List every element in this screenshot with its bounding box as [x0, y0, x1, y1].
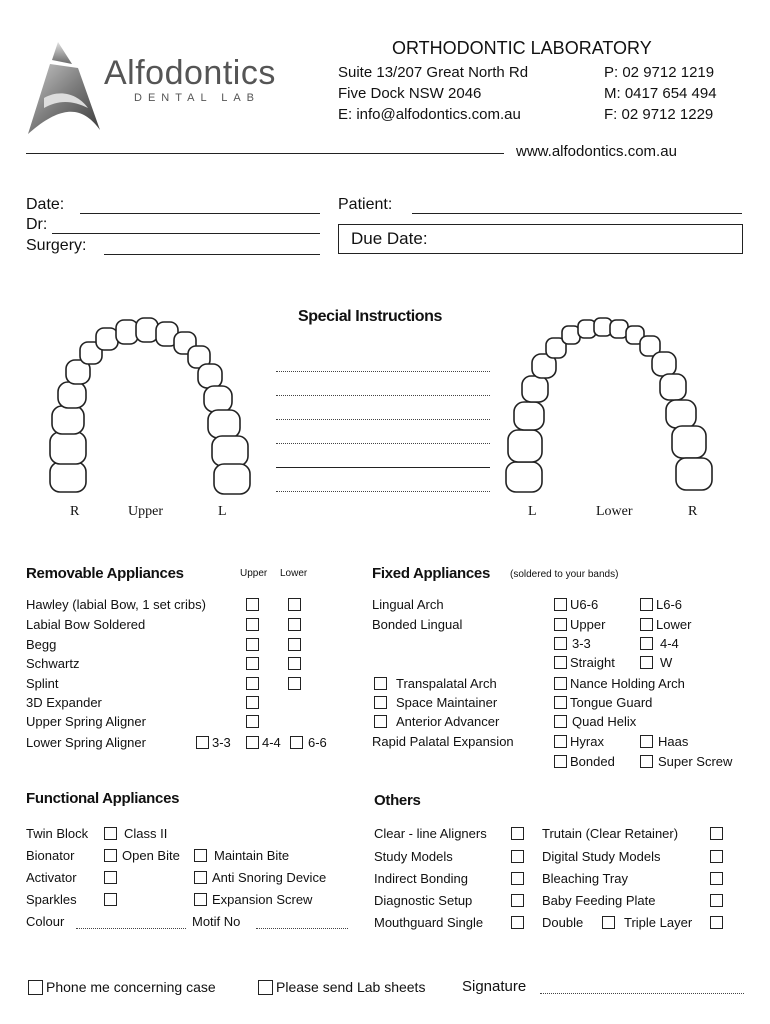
website: www.alfodontics.com.au: [516, 143, 677, 160]
lower-spring-3-3-checkbox[interactable]: [196, 736, 209, 749]
instruction-line[interactable]: [276, 443, 490, 444]
patient-field[interactable]: [412, 213, 742, 214]
lingual-arch-label: Lingual Arch: [372, 597, 444, 612]
due-date-label: Due Date:: [351, 229, 428, 248]
bl-lower-checkbox[interactable]: [640, 618, 653, 631]
maintain-bite-label: Maintain Bite: [214, 848, 290, 863]
brand-name: Alfodontics: [104, 54, 276, 92]
transpalatal-checkbox[interactable]: [374, 677, 387, 690]
surgery-label: Surgery:: [26, 237, 87, 254]
maintain-bite-checkbox[interactable]: [194, 849, 207, 862]
lower-left-label: L: [528, 504, 537, 519]
others-title: Others: [374, 792, 421, 809]
bl-upper-checkbox[interactable]: [554, 618, 567, 631]
activator-label: Activator: [26, 870, 77, 885]
double-label: Double: [542, 915, 584, 930]
space-maintainer-checkbox[interactable]: [374, 696, 387, 709]
lower-right-label: R: [688, 504, 698, 519]
digital-study-label: Digital Study Models: [542, 849, 661, 864]
hawley-lower-checkbox[interactable]: [288, 598, 301, 611]
expander-upper-checkbox[interactable]: [246, 696, 259, 709]
removable-item: Upper Spring Aligner: [26, 714, 146, 729]
lab-sheets-checkbox[interactable]: [258, 980, 273, 995]
triple-layer-label: Triple Layer: [624, 915, 693, 930]
quad-helix-checkbox[interactable]: [554, 715, 567, 728]
motif-label: Motif No: [192, 914, 241, 929]
lower-spring-option: 3-3: [212, 735, 231, 750]
mouthguard-single-checkbox[interactable]: [511, 916, 524, 929]
tooth-upper: [214, 464, 250, 494]
super-screw-checkbox[interactable]: [640, 755, 653, 768]
upper-arch-diagram[interactable]: [28, 314, 268, 504]
instruction-line[interactable]: [276, 467, 490, 468]
lower-arch-diagram[interactable]: [500, 314, 740, 504]
tooth-upper: [198, 364, 222, 388]
functional-title: Functional Appliances: [26, 790, 180, 807]
labial-upper-checkbox[interactable]: [246, 618, 259, 631]
phone: P: 02 9712 1219: [604, 64, 715, 81]
bl-straight-label: Straight: [570, 655, 615, 670]
hawley-upper-checkbox[interactable]: [246, 598, 259, 611]
diagnostic-setup-label: Diagnostic Setup: [374, 893, 473, 908]
bonded-checkbox[interactable]: [554, 755, 567, 768]
tooth-lower: [514, 402, 544, 430]
quad-helix-label: Quad Helix: [572, 714, 637, 729]
logo: [24, 38, 314, 138]
tongue-guard-checkbox[interactable]: [554, 696, 567, 709]
address-line-1: Suite 13/207 Great North Rd: [338, 64, 529, 81]
tooth-upper: [50, 432, 86, 464]
tooth-lower: [676, 458, 712, 490]
fixed-note: (soldered to your bands): [510, 569, 619, 580]
removable-item: Begg: [26, 637, 57, 652]
class-ii-label: Class II: [124, 826, 168, 841]
removable-item: Splint: [26, 676, 59, 691]
phone-me-checkbox[interactable]: [28, 980, 43, 995]
anti-snoring-checkbox[interactable]: [194, 871, 207, 884]
colour-field[interactable]: [76, 928, 186, 929]
lower-spring-option: 4-4: [262, 735, 281, 750]
mobile: M: 0417 654 494: [604, 85, 717, 102]
hyrax-checkbox[interactable]: [554, 735, 567, 748]
haas-checkbox[interactable]: [640, 735, 653, 748]
splint-upper-checkbox[interactable]: [246, 677, 259, 690]
trutain-checkbox[interactable]: [710, 827, 723, 840]
surgery-field[interactable]: [104, 254, 320, 255]
date-label: Date:: [26, 196, 65, 213]
open-bite-label: Open Bite: [122, 848, 180, 863]
motif-field[interactable]: [256, 928, 348, 929]
removable-item: Lower Spring Aligner: [26, 735, 146, 750]
tooth-upper: [204, 386, 232, 412]
activator-checkbox[interactable]: [104, 871, 117, 884]
bonded-lingual-label: Bonded Lingual: [372, 617, 463, 632]
study-models-checkbox[interactable]: [511, 850, 524, 863]
clear-aligners-label: Clear - line Aligners: [374, 826, 487, 841]
dr-label: Dr:: [26, 216, 48, 233]
lower-spring-4-4-checkbox[interactable]: [246, 736, 259, 749]
twin-block-label: Twin Block: [26, 826, 89, 841]
lower-arch-label: Lower: [596, 504, 633, 519]
bionator-label: Bionator: [26, 848, 75, 863]
col-upper-label: Upper: [240, 568, 268, 579]
tooth-lower: [506, 462, 542, 492]
tooth-lower: [660, 374, 686, 400]
bl-4-4-checkbox[interactable]: [640, 637, 653, 650]
tooth-upper: [50, 462, 86, 492]
logo-mark-icon: [24, 38, 104, 138]
tooth-upper: [212, 436, 248, 466]
tooth-lower: [672, 426, 706, 458]
baby-feeding-checkbox[interactable]: [710, 894, 723, 907]
trutain-label: Trutain (Clear Retainer): [542, 826, 679, 841]
tooth-upper: [116, 320, 138, 344]
phone-me-label: Phone me concerning case: [46, 979, 216, 995]
transpalatal-label: Transpalatal Arch: [396, 676, 497, 691]
bl-w-label: W: [660, 655, 673, 670]
expansion-screw-label: Expansion Screw: [212, 892, 313, 907]
address-line-2: Five Dock NSW 2046: [338, 85, 482, 102]
fax: F: 02 9712 1229: [604, 106, 714, 123]
dr-field[interactable]: [52, 233, 320, 234]
email: E: info@alfodontics.com.au: [338, 106, 521, 123]
begg-upper-checkbox[interactable]: [246, 638, 259, 651]
upper-right-label: R: [70, 504, 80, 519]
tongue-guard-label: Tongue Guard: [570, 695, 653, 710]
baby-feeding-label: Baby Feeding Plate: [542, 893, 656, 908]
lower-spring-6-6-checkbox[interactable]: [290, 736, 303, 749]
u66-label: U6-6: [570, 597, 599, 612]
rapid-palatal-label: Rapid Palatal Expansion: [372, 734, 514, 749]
removable-item: Hawley (labial Bow, 1 set cribs): [26, 597, 206, 612]
due-date-box[interactable]: [338, 224, 743, 254]
l66-label: L6-6: [656, 597, 683, 612]
bl-upper-label: Upper: [570, 617, 606, 632]
anterior-advancer-checkbox[interactable]: [374, 715, 387, 728]
schwartz-lower-checkbox[interactable]: [288, 657, 301, 670]
schwartz-upper-checkbox[interactable]: [246, 657, 259, 670]
signature-field[interactable]: [540, 993, 744, 994]
instruction-line[interactable]: [276, 395, 490, 396]
col-lower-label: Lower: [280, 568, 308, 579]
expansion-screw-checkbox[interactable]: [194, 893, 207, 906]
bl-lower-label: Lower: [656, 617, 692, 632]
space-maintainer-label: Space Maintainer: [396, 695, 498, 710]
bleaching-tray-checkbox[interactable]: [710, 872, 723, 885]
diagnostic-setup-checkbox[interactable]: [511, 894, 524, 907]
haas-label: Haas: [658, 734, 689, 749]
double-checkbox[interactable]: [602, 916, 615, 929]
colour-label: Colour: [26, 914, 65, 929]
mouthguard-label: Mouthguard Single: [374, 915, 484, 930]
patient-label: Patient:: [338, 196, 393, 213]
bl-3-3-label: 3-3: [572, 636, 591, 651]
bl-4-4-label: 4-4: [660, 636, 679, 651]
nance-checkbox[interactable]: [554, 677, 567, 690]
header-rule: [26, 153, 504, 154]
instruction-line[interactable]: [276, 491, 490, 492]
begg-lower-checkbox[interactable]: [288, 638, 301, 651]
tooth-upper: [58, 382, 86, 408]
removable-item: Labial Bow Soldered: [26, 617, 146, 632]
removable-title: Removable Appliances: [26, 565, 184, 582]
fixed-title: Fixed Appliances: [372, 565, 491, 582]
removable-item: 3D Expander: [26, 695, 102, 710]
triple-layer-checkbox[interactable]: [710, 916, 723, 929]
instruction-line[interactable]: [276, 371, 490, 372]
tooth-upper: [208, 410, 240, 438]
signature-label: Signature: [462, 978, 527, 995]
brand-subtitle: DENTAL LAB: [134, 92, 261, 104]
hyrax-label: Hyrax: [570, 734, 604, 749]
bl-w-checkbox[interactable]: [640, 656, 653, 669]
tooth-lower: [652, 352, 676, 376]
lab-title: ORTHODONTIC LABORATORY: [392, 38, 652, 58]
bl-straight-checkbox[interactable]: [554, 656, 567, 669]
bleaching-tray-label: Bleaching Tray: [542, 871, 628, 886]
class-ii-checkbox[interactable]: [104, 827, 117, 840]
tooth-upper: [96, 328, 118, 350]
tooth-lower: [508, 430, 542, 462]
digital-study-checkbox[interactable]: [710, 850, 723, 863]
sparkles-checkbox[interactable]: [104, 893, 117, 906]
upper-left-label: L: [218, 504, 227, 519]
upper-arch-label: Upper: [128, 504, 163, 519]
open-bite-checkbox[interactable]: [104, 849, 117, 862]
bonded-label: Bonded: [570, 754, 615, 769]
special-instructions-title: Special Instructions: [298, 308, 443, 325]
lower-spring-option: 6-6: [308, 735, 327, 750]
indirect-bonding-checkbox[interactable]: [511, 872, 524, 885]
super-screw-label: Super Screw: [658, 754, 733, 769]
bl-3-3-checkbox[interactable]: [554, 637, 567, 650]
tooth-lower: [522, 376, 548, 402]
instruction-line[interactable]: [276, 419, 490, 420]
removable-item: Schwartz: [26, 656, 80, 671]
l66-checkbox[interactable]: [640, 598, 653, 611]
splint-lower-checkbox[interactable]: [288, 677, 301, 690]
study-models-label: Study Models: [374, 849, 453, 864]
clear-aligners-checkbox[interactable]: [511, 827, 524, 840]
tooth-upper: [136, 318, 158, 342]
anterior-advancer-label: Anterior Advancer: [396, 714, 500, 729]
labial-lower-checkbox[interactable]: [288, 618, 301, 631]
upper-spring-checkbox[interactable]: [246, 715, 259, 728]
lab-sheets-label: Please send Lab sheets: [276, 979, 426, 995]
tooth-lower: [666, 400, 696, 428]
nance-label: Nance Holding Arch: [570, 676, 685, 691]
u66-checkbox[interactable]: [554, 598, 567, 611]
anti-snoring-label: Anti Snoring Device: [212, 870, 327, 885]
tooth-upper: [52, 406, 84, 434]
date-field[interactable]: [80, 213, 320, 214]
sparkles-label: Sparkles: [26, 892, 77, 907]
indirect-bonding-label: Indirect Bonding: [374, 871, 468, 886]
